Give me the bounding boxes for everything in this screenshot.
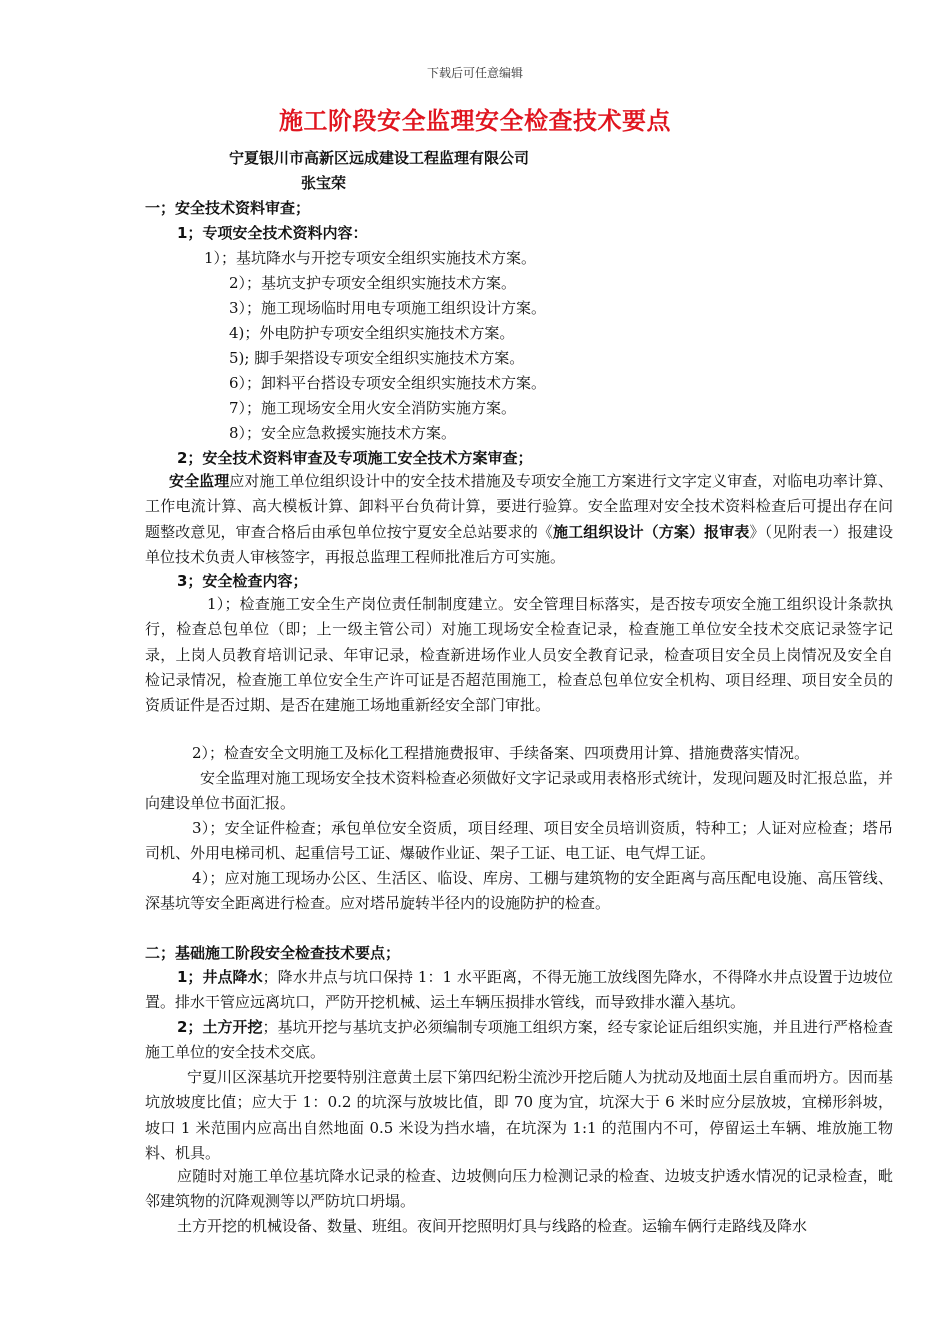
review-form-name: 施工组织设计（方案）报审表 (553, 522, 750, 541)
excavation-paragraph (145, 1015, 893, 1066)
list-item: 7）；施工现场安全用火安全消防实施方案。 (229, 399, 517, 417)
records-paragraph: 应随时对施工单位基坑降水记录的检查、边坡侧向压力检测记录的检查、边坡支护透水情况的记录检查，毗邻建筑物的沉降观测等以严防坑口坍塌。 (145, 1167, 893, 1211)
review-lead: 安全监理 (169, 472, 230, 490)
header-note: 下载后可任意编辑 (426, 66, 523, 80)
dewatering-lead: 1；井点降水 (177, 968, 263, 986)
section-1-sub-3: 3；安全检查内容； (177, 572, 308, 590)
dewatering-text: ；降水井点与坑口保持 1：1 水平距离，不得无施工放线图先降水，不得降水井点设置于边坡位置。排水干管应远离坑口，严防开挖机械、运土车辆压损排水管线，而导致排水灌入基坑。 (145, 968, 893, 1012)
list-item: 4)；外电防护专项安全组织实施技术方案。 (229, 324, 515, 342)
section-1-heading: 一；安全技术资料审查； (145, 199, 311, 217)
list-item: 1）；基坑降水与开挖专项安全组织实施技术方案。 (204, 249, 537, 267)
excavation-lead: 2；土方开挖 (177, 1018, 263, 1036)
list-item: 2）；基坑支护专项安全组织实施技术方案。 (229, 274, 517, 292)
author-name: 张宝荣 (301, 174, 347, 192)
dewatering-paragraph (145, 965, 893, 1016)
list-item: 6）；卸料平台搭设专项安全组织实施技术方案。 (229, 374, 547, 392)
list-item: 5); 脚手架搭设专项安全组织实施技术方案。 (229, 349, 525, 367)
review-tail: 》（见附表一）报建设单位技术负责人审核签字，再报总监理工程师批准后方可实施。 (145, 522, 893, 566)
section-1-sub-1: 1；专项安全技术资料内容： (177, 224, 368, 242)
review-text: 应对施工单位组织设计中的安全技术措施及专项安全施工方案进行文字定义审查，对临电功率计算、工作电流计算、高大模板计算、卸料平台负荷计算，要进行验算。安全监理对安全技术资料检查后可提出存在问题整改意见，审查合格后由承包单位按宁夏安全总站要求的《 (145, 472, 893, 541)
list-item: 8）；安全应急救援实施技术方案。 (229, 424, 457, 442)
check-paragraph-5: 4）；应对施工现场办公区、生活区、临设、库房、工棚与建筑物的安全距离与高压配电设施、高压管线、深基坑等安全距离进行检查。应对塔吊旋转半径内的设施防护的检查。 (145, 869, 893, 913)
excavation-text: ；基坑开挖与基坑支护必须编制专项施工组织方案，经专家论证后组织实施，并且进行严格检查施工单位的安全技术交底。 (145, 1018, 893, 1062)
section-1-sub-2: 2；安全技术资料审查及专项施工安全技术方案审查； (177, 449, 533, 467)
list-item: 3）；施工现场临时用电专项施工组织设计方案。 (229, 299, 547, 317)
equipment-paragraph: 土方开挖的机械设备、数量、班组。夜间开挖照明灯具与线路的检查。运输车俩行走路线及降水 (177, 1217, 808, 1235)
document-title: 施工阶段安全监理安全检查技术要点 (279, 107, 671, 135)
check-paragraph-1: 1）；检查施工安全生产岗位责任制制度建立。安全管理目标落实，是否按专项安全施工组织设计条款执行，检查总包单位（即；上一级主管公司）对施工现场安全检查记录，检查施工单位安全技术交底记录签字记录，上岗人员教育培训记录、年审记录，检查新进场作业人员安全教育记录，检查项目安全员上岗情况及安全自检记录情况，检查施工单位安全生产许可证是否超范围施工，检查总包单位安全机构、项目经理、项目安全员的资质证件是否过期、是否在建施工场地重新经安全部门审批。 (145, 595, 893, 715)
section-2-heading: 二；基础施工阶段安全检查技术要点； (145, 944, 401, 962)
organization-name: 宁夏银川市高新区远成建设工程监理有限公司 (229, 149, 530, 167)
slope-paragraph: 宁夏川区深基坑开挖要特别注意黄土层下第四纪粉尘流沙开挖后随人为扰动及地面土层自重而坍方。因而基坑放坡度比值；应大于 1：0.2 的坑深与放坡比值，即 70 度为宜，坑深大于 6 米时应分层放坡，宜梯形斜坡，坡口 1 米范围内应高出自然地面 0.5 米设为挡水墙，在坑深为 1:1 的范围内不可，停留运土车辆、堆放施工物料、机具。 (145, 1068, 893, 1162)
review-paragraph (145, 469, 893, 570)
check-paragraph-2: 2）；检查安全文明施工及标化工程措施费报审、手续备案、四项费用计算、措施费落实情况。 (192, 744, 810, 762)
check-paragraph-3: 安全监理对施工现场安全技术资料检查必须做好文字记录或用表格形式统计，发现问题及时汇报总监，并向建设单位书面汇报。 (145, 769, 893, 813)
check-paragraph-4: 3）；安全证件检查；承包单位安全资质，项目经理、项目安全员培训资质，特种工；人证对应检查；塔吊司机、外用电梯司机、起重信号工证、爆破作业证、架子工证、电工证、电气焊工证。 (145, 819, 893, 863)
